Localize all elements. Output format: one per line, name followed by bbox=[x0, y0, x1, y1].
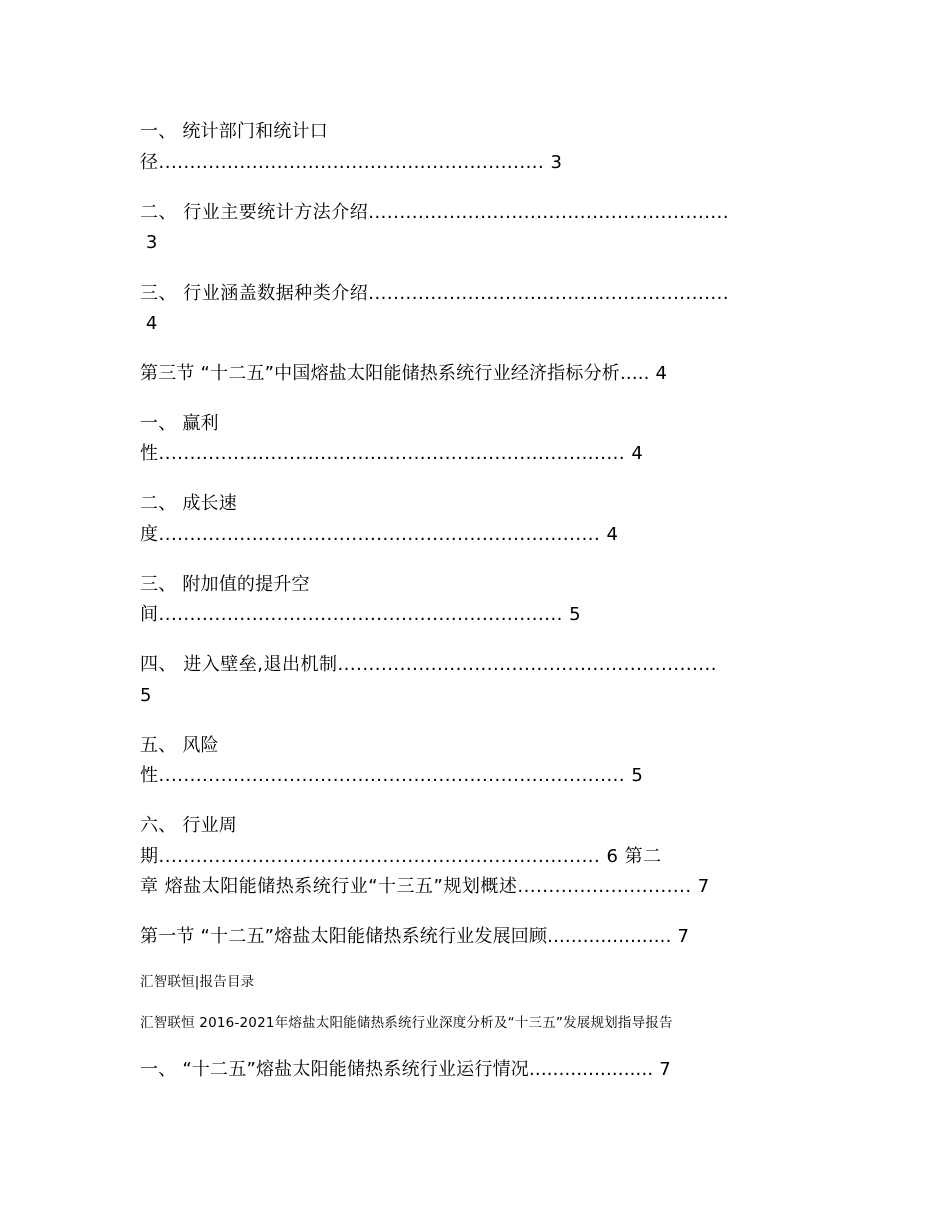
toc-entry-7-line1: 三、 附加值的提升空 bbox=[140, 574, 310, 595]
report-title: 汇智联恒 2016-2021年熔盐太阳能储热系统行业深度分析及“十三五”发展规划指导报告 bbox=[140, 1015, 673, 1031]
toc-entry-6-line2: 度....................................................................... 4 bbox=[140, 524, 619, 545]
toc-entry-10-line1: 六、 行业周 bbox=[140, 815, 237, 836]
toc-entry-5-line2: 性........................................................................... 4 bbox=[140, 443, 644, 464]
toc-entry-1-line2: 径.............................................................. 3 bbox=[140, 152, 563, 173]
toc-entry-1-line1: 一、 统计部门和统计口 bbox=[140, 121, 328, 142]
toc-entry-3-line1: 三、 行业涵盖数据种类介绍.......................................................... bbox=[140, 283, 730, 304]
toc-entry-9-line1: 五、 风险 bbox=[140, 735, 219, 756]
toc-entry-5-line1: 一、 赢利 bbox=[140, 413, 219, 434]
toc-section-3-heading: 第三节 “十二五”中国熔盐太阳能储热系统行业经济指标分析..... 4 bbox=[140, 363, 668, 384]
toc-entry-6-line1: 二、 成长速 bbox=[140, 493, 237, 514]
toc-entry-8-line1: 四、 进入壁垒,退出机制............................................................. bbox=[140, 654, 717, 675]
toc-entry-2-line2: 3 bbox=[140, 232, 158, 253]
toc-entry-2-line1: 二、 行业主要统计方法介绍.......................................................... bbox=[140, 202, 730, 223]
toc-continued-entry: 一、 “十二五”熔盐太阳能储热系统行业运行情况..................... 7 bbox=[140, 1059, 671, 1080]
toc-entry-3-line2: 4 bbox=[140, 313, 158, 334]
toc-entry-7-line2: 间................................................................. 5 bbox=[140, 604, 582, 625]
toc-entry-8-line2: 5 bbox=[140, 685, 152, 706]
toc-entry-9-line2: 性........................................................................... 5 bbox=[140, 765, 644, 786]
report-company-label: 汇智联恒|报告目录 bbox=[140, 974, 255, 990]
toc-entry-10-line2: 期....................................................................... 6 第二 bbox=[140, 846, 662, 867]
toc-entry-10-line3: 章 熔盐太阳能储热系统行业“十三五”规划概述............................ 7 bbox=[140, 876, 710, 897]
toc-section-1-heading: 第一节 “十二五”熔盐太阳能储热系统行业发展回顾..................... 7 bbox=[140, 926, 690, 947]
